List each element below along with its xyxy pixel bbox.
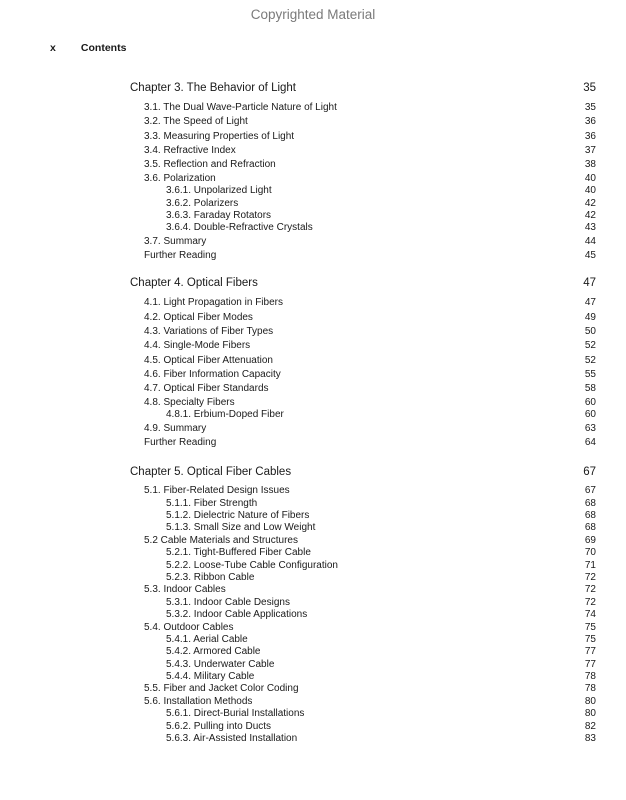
entry-title: 5.6. Installation Methods [144, 695, 253, 707]
toc-subentry [130, 733, 596, 745]
toc-entry [130, 584, 596, 596]
entry-page: 45 [584, 250, 596, 262]
toc-subentry [130, 510, 596, 522]
entry-page: 80 [584, 695, 596, 707]
toc-subentry [130, 409, 596, 421]
entry-title: 4.1. Light Propagation in Fibers [144, 297, 283, 309]
entry-page: 83 [584, 733, 596, 745]
toc-entry [130, 130, 596, 144]
entry-title: 5.4.3. Underwater Cable [166, 658, 275, 670]
entry-page: 60 [584, 396, 596, 408]
toc-subentry [130, 609, 596, 621]
entry-title: 3.6.1. Unpolarized Light [166, 185, 272, 197]
entry-page: 55 [584, 369, 596, 381]
toc-entry [130, 173, 596, 185]
entry-page: 36 [584, 116, 596, 128]
toc-subentry [130, 560, 596, 572]
chapter-heading [130, 275, 596, 291]
entry-page: 60 [584, 409, 596, 421]
entry-title: 3.3. Measuring Properties of Light [144, 130, 295, 142]
chapter-title: Chapter 5. Optical Fiber Cables [130, 466, 292, 479]
copyright-watermark: Copyrighted Material [250, 7, 376, 22]
entry-page: 72 [584, 584, 596, 596]
table-of-contents [130, 80, 596, 757]
entry-page: 64 [584, 436, 596, 448]
entry-title: 5.6.3. Air-Assisted Installation [166, 733, 298, 745]
toc-further-reading [130, 249, 596, 263]
entry-title: 4.7. Optical Fiber Standards [144, 383, 269, 395]
toc-entry [130, 101, 596, 115]
entry-page: 36 [584, 130, 596, 142]
entry-title: Further Reading [144, 436, 217, 448]
entry-page: 35 [584, 102, 596, 113]
entry-title: 5.4.2. Armored Cable [166, 646, 261, 658]
toc-entry [130, 397, 596, 409]
toc-entry [130, 144, 596, 158]
entry-title: 3.6.3. Faraday Rotators [166, 209, 272, 221]
entry-title: 5.4.1. Aerial Cable [166, 633, 248, 645]
chapter-heading [130, 80, 596, 96]
entry-title: 5.3. Indoor Cables [144, 584, 226, 596]
entry-title: 5.4.4. Military Cable [166, 671, 255, 683]
running-head [50, 42, 126, 54]
toc-subentry [130, 210, 596, 222]
toc-entry [130, 311, 596, 325]
toc-entry [130, 354, 596, 368]
entry-title: 4.8.1. Erbium-Doped Fiber [166, 409, 284, 421]
chapter-4 [130, 275, 596, 450]
entry-page: 67 [584, 485, 596, 497]
entry-title: 5.1.3. Small Size and Low Weight [166, 522, 316, 534]
entry-title: 4.4. Single-Mode Fibers [144, 340, 251, 352]
entry-title: 5.5. Fiber and Jacket Color Coding [144, 683, 299, 695]
toc-subentry [130, 222, 596, 234]
toc-entry [130, 296, 596, 310]
entry-title: 5.2.2. Loose-Tube Cable Configuration [166, 559, 338, 571]
entry-title: 4.9. Summary [144, 422, 207, 434]
toc-entry [130, 158, 596, 172]
chapter-3 [130, 80, 596, 263]
entry-title: 5.1.1. Fiber Strength [166, 497, 258, 509]
entry-page: 38 [584, 159, 596, 171]
entry-page: 77 [584, 646, 596, 658]
toc-entry [130, 235, 596, 249]
entry-title: 3.1. The Dual Wave-Particle Nature of Light [144, 102, 337, 113]
entry-page: 52 [584, 340, 596, 352]
toc-subentry [130, 646, 596, 658]
toc-subentry [130, 597, 596, 609]
toc-subentry [130, 198, 596, 210]
entry-page: 77 [584, 658, 596, 670]
entry-page: 50 [584, 326, 596, 338]
toc-entry [130, 696, 596, 708]
toc-subentry [130, 522, 596, 534]
running-head-title: Contents [80, 42, 127, 54]
toc-entry [130, 339, 596, 353]
toc-subentry [130, 671, 596, 683]
entry-page: 82 [584, 720, 596, 732]
entry-page: 69 [584, 534, 596, 546]
entry-title: 3.6.4. Double-Refractive Crystals [166, 222, 313, 234]
entry-page: 68 [584, 510, 596, 522]
toc-subentry [130, 634, 596, 646]
entry-page: 58 [584, 383, 596, 395]
entry-title: 4.8. Specialty Fibers [144, 396, 235, 408]
entry-page: 72 [584, 596, 596, 608]
entry-title: 4.2. Optical Fiber Modes [144, 311, 253, 323]
entry-title: 5.2.3. Ribbon Cable [166, 571, 255, 583]
chapter-heading [130, 464, 596, 480]
entry-title: 5.1.2. Dielectric Nature of Fibers [166, 510, 310, 522]
chapter-page: 35 [583, 82, 596, 94]
toc-subentry [130, 721, 596, 733]
toc-subentry [130, 498, 596, 510]
toc-subentry [130, 708, 596, 720]
chapter-page: 47 [583, 277, 596, 290]
entry-title: 5.3.2. Indoor Cable Applications [166, 609, 308, 621]
entry-title: 5.3.1. Indoor Cable Designs [166, 596, 290, 608]
entry-title: 5.6.1. Direct-Burial Installations [166, 708, 305, 720]
toc-entry [130, 115, 596, 129]
page-folio: x [50, 42, 56, 54]
entry-title: 5.6.2. Pulling into Ducts [166, 720, 272, 732]
toc-entry [130, 422, 596, 436]
toc-subentry [130, 572, 596, 584]
entry-page: 72 [584, 571, 596, 583]
entry-title: 4.6. Fiber Information Capacity [144, 369, 281, 381]
toc-entry [130, 683, 596, 695]
toc-entry [130, 368, 596, 382]
toc-entry [130, 535, 596, 547]
entry-page: 49 [584, 311, 596, 323]
entry-page: 75 [584, 633, 596, 645]
entry-title: 3.6. Polarization [144, 172, 216, 184]
entry-page: 42 [584, 209, 596, 221]
entry-title: 5.4. Outdoor Cables [144, 621, 234, 633]
entry-title: 3.4. Refractive Index [144, 145, 236, 157]
entry-page: 78 [584, 683, 596, 695]
entry-page: 52 [584, 354, 596, 366]
entry-page: 47 [584, 297, 596, 309]
chapter-5 [130, 464, 596, 745]
entry-page: 74 [584, 609, 596, 621]
toc-entry [130, 382, 596, 396]
entry-title: 3.7. Summary [144, 235, 207, 247]
entry-page: 63 [584, 422, 596, 434]
chapter-title: Chapter 3. The Behavior of Light [130, 82, 297, 94]
entry-page: 70 [584, 547, 596, 559]
toc-entry [130, 485, 596, 497]
entry-page: 68 [584, 497, 596, 509]
entry-page: 43 [584, 222, 596, 234]
entry-title: 5.2.1. Tight-Buffered Fiber Cable [166, 547, 311, 559]
entry-page: 75 [584, 621, 596, 633]
entry-page: 68 [584, 522, 596, 534]
toc-subentry [130, 185, 596, 197]
entry-page: 44 [584, 235, 596, 247]
entry-title: 3.5. Reflection and Refraction [144, 159, 276, 171]
toc-subentry [130, 659, 596, 671]
entry-title: 4.3. Variations of Fiber Types [144, 326, 274, 338]
entry-title: 4.5. Optical Fiber Attenuation [144, 354, 273, 366]
toc-subentry [130, 547, 596, 559]
toc-entry [130, 325, 596, 339]
entry-title: 3.6.2. Polarizers [166, 197, 239, 209]
entry-title: 5.2 Cable Materials and Structures [144, 534, 298, 546]
toc-further-reading [130, 436, 596, 450]
entry-page: 71 [584, 559, 596, 571]
entry-page: 42 [584, 197, 596, 209]
entry-page: 80 [584, 708, 596, 720]
toc-entry [130, 622, 596, 634]
chapter-title: Chapter 4. Optical Fibers [130, 277, 258, 290]
entry-page: 78 [584, 671, 596, 683]
entry-title: 3.2. The Speed of Light [144, 116, 248, 128]
entry-page: 40 [584, 185, 596, 197]
entry-title: 5.1. Fiber-Related Design Issues [144, 485, 290, 497]
entry-title: Further Reading [144, 250, 217, 262]
entry-page: 40 [584, 172, 596, 184]
entry-page: 37 [584, 145, 596, 157]
chapter-page: 67 [583, 466, 596, 479]
